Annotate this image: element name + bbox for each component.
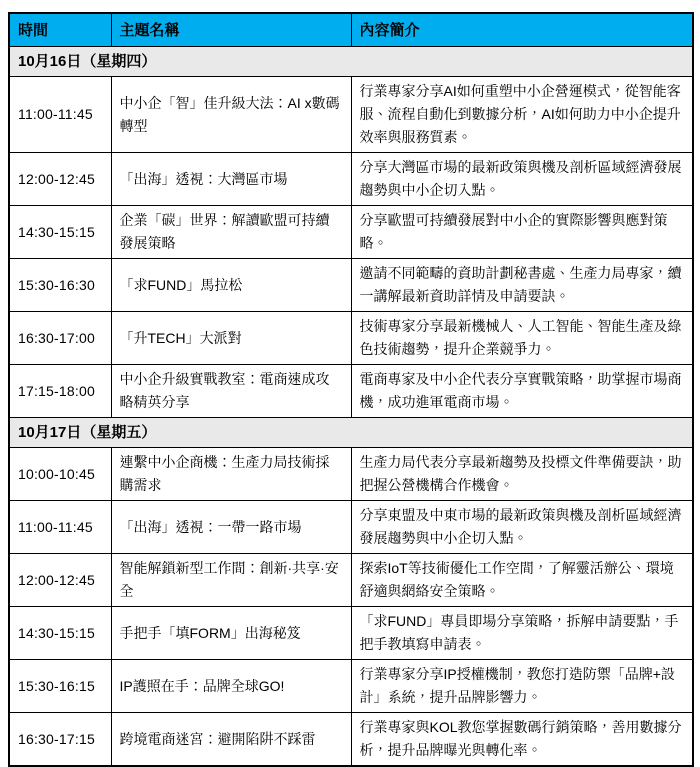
topic-cell: 智能解鎖新型工作間：創新·共享·安全 [111, 554, 351, 607]
table-row [9, 365, 693, 418]
section-header-day2 [9, 418, 693, 448]
section-date-label: 10月17日（星期五） [9, 418, 693, 448]
topic-cell: 企業「碳」世界：解讀歐盟可持續發展策略 [111, 206, 351, 259]
description-cell: 電商專家及中小企代表分享實戰策略，助掌握市場商機，成功進軍電商市場。 [351, 365, 693, 418]
time-cell: 11:00-11:45 [9, 77, 111, 153]
time-cell: 16:30-17:00 [9, 312, 111, 365]
table-row [9, 448, 693, 501]
topic-cell: 手把手「填FORM」出海秘笈 [111, 607, 351, 660]
table-row [9, 607, 693, 660]
topic-cell: IP護照在手：品牌全球GO! [111, 660, 351, 713]
time-cell: 12:00-12:45 [9, 153, 111, 206]
topic-cell: 「出海」透視：大灣區市場 [111, 153, 351, 206]
column-header-topic: 主題名稱 [111, 13, 351, 47]
table-row [9, 713, 693, 767]
topic-cell: 連繫中小企商機：生產力局技術採購需求 [111, 448, 351, 501]
description-cell: 分享歐盟可持續發展對中小企的實際影響與應對策略。 [351, 206, 693, 259]
section-date-label: 10月16日（星期四） [9, 47, 693, 77]
time-cell: 11:00-11:45 [9, 501, 111, 554]
topic-cell: 中小企升級實戰教室：電商速成攻略精英分享 [111, 365, 351, 418]
description-cell: 「求FUND」專員即場分享策略，拆解申請要點，手把手教填寫申請表。 [351, 607, 693, 660]
schedule-table [8, 12, 694, 767]
topic-cell: 「出海」透視：一帶一路市場 [111, 501, 351, 554]
time-cell: 12:00-12:45 [9, 554, 111, 607]
time-cell: 17:15-18:00 [9, 365, 111, 418]
time-cell: 15:30-16:15 [9, 660, 111, 713]
description-cell: 技術專家分享最新機械人、人工智能、智能生產及綠色技術趨勢，提升企業競爭力。 [351, 312, 693, 365]
topic-cell: 中小企「智」佳升級大法：AI x數碼轉型 [111, 77, 351, 153]
table-row [9, 312, 693, 365]
time-cell: 14:30-15:15 [9, 607, 111, 660]
topic-cell: 「升TECH」大派對 [111, 312, 351, 365]
column-header-time: 時間 [9, 13, 111, 47]
topic-cell: 跨境電商迷宮：避開陷阱不踩雷 [111, 713, 351, 767]
table-row [9, 501, 693, 554]
time-cell: 16:30-17:15 [9, 713, 111, 767]
description-cell: 生產力局代表分享最新趨勢及投標文件準備要訣，助把握公營機構合作機會。 [351, 448, 693, 501]
topic-cell: 「求FUND」馬拉松 [111, 259, 351, 312]
time-cell: 10:00-10:45 [9, 448, 111, 501]
time-cell: 14:30-15:15 [9, 206, 111, 259]
table-row [9, 206, 693, 259]
table-row [9, 77, 693, 153]
description-cell: 行業專家與KOL教您掌握數碼行銷策略，善用數據分析，提升品牌曝光與轉化率。 [351, 713, 693, 767]
section-header-day1 [9, 47, 693, 77]
description-cell: 行業專家分享IP授權機制，教您打造防禦「品牌+設計」系統，提升品牌影響力。 [351, 660, 693, 713]
column-header-description: 內容簡介 [351, 13, 693, 47]
description-cell: 邀請不同範疇的資助計劃秘書處、生產力局專家，續一講解最新資助詳情及申請要訣。 [351, 259, 693, 312]
table-row [9, 153, 693, 206]
description-cell: 行業專家分享AI如何重塑中小企營運模式，從智能客服、流程自動化到數據分析，AI如何助力中小企提升效率與服務質素。 [351, 77, 693, 153]
table-row [9, 660, 693, 713]
description-cell: 分享東盟及中東市場的最新政策與機及剖析區域經濟發展趨勢與中小企切入點。 [351, 501, 693, 554]
table-row [9, 259, 693, 312]
table-row [9, 554, 693, 607]
table-header-row [9, 13, 693, 47]
time-cell: 15:30-16:30 [9, 259, 111, 312]
description-cell: 分享大灣區市場的最新政策與機及剖析區域經濟發展趨勢與中小企切入點。 [351, 153, 693, 206]
description-cell: 探索IoT等技術優化工作空間，了解靈活辦公、環境舒適與網絡安全策略。 [351, 554, 693, 607]
